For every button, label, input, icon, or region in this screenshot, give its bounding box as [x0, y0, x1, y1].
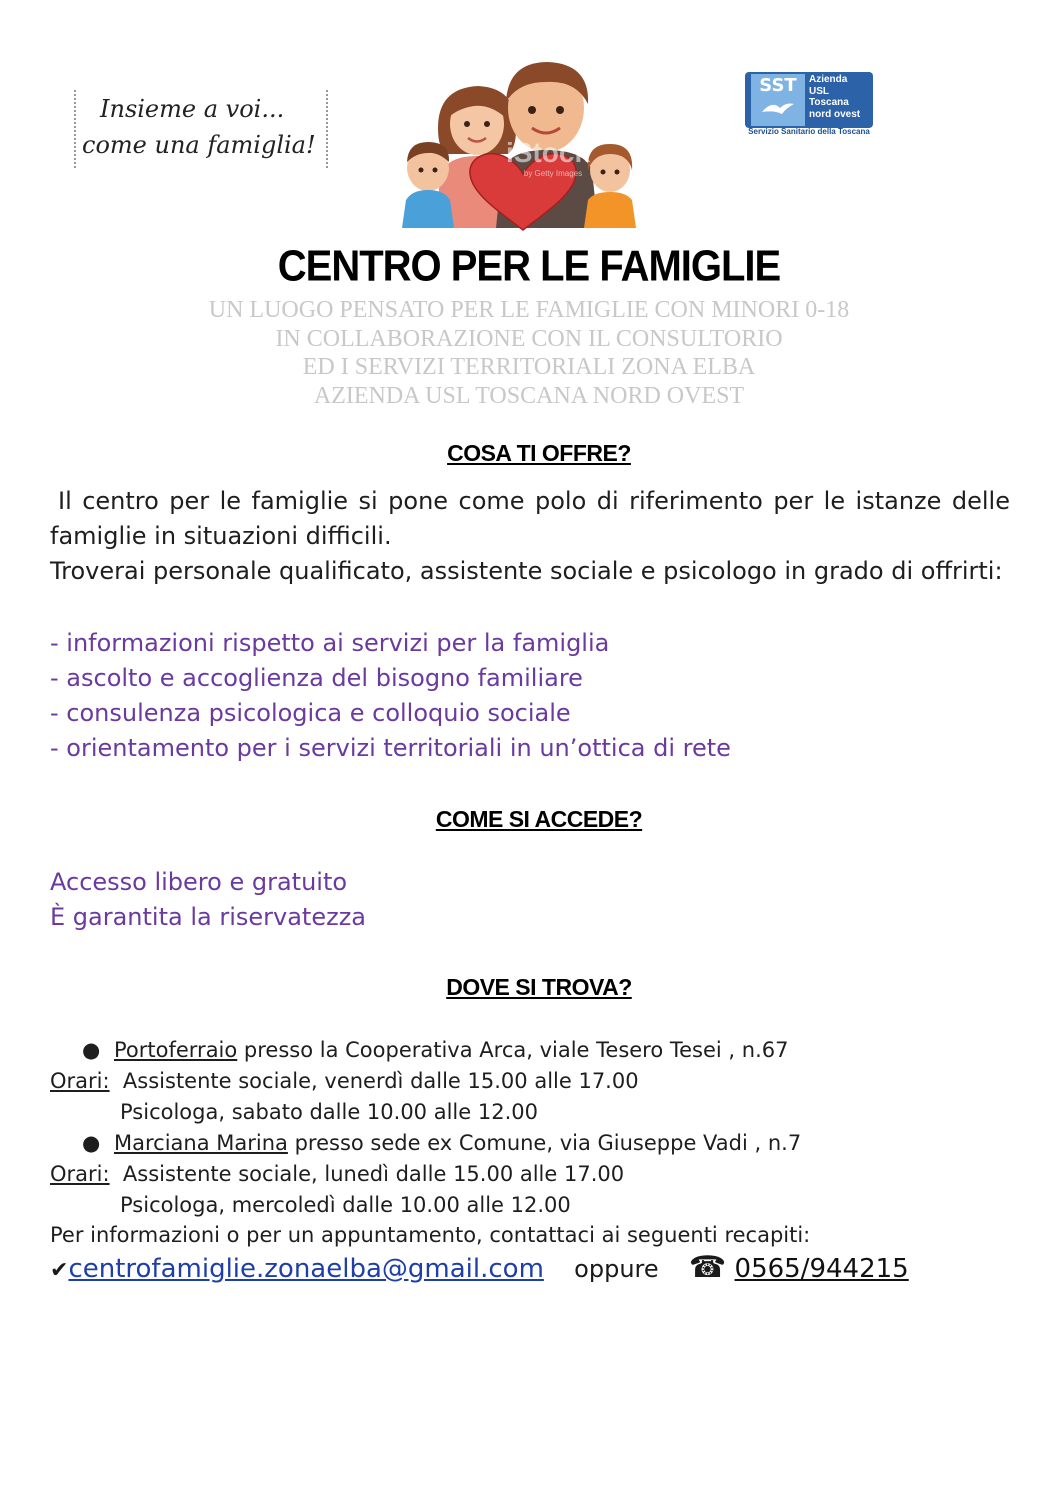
subtitle-line: ED I SERVIZI TERRITORIALI ZONA ELBA	[302, 354, 756, 380]
contact-line	[50, 1250, 1010, 1290]
subtitle-line: AZIENDA USL TOSCANA NORD OVEST	[313, 382, 745, 409]
bird-icon	[758, 98, 798, 118]
slogan-line-1: Insieme a voi...	[100, 95, 285, 123]
list-item: - consulenza psicologica e colloquio sociale	[50, 699, 571, 727]
hours-social: Assistente sociale, lunedì dalle 15.00 alle 17.00	[109, 1162, 625, 1186]
list-item: - orientamento per i servizi territoriali in un’ottica di rete	[50, 734, 731, 762]
hours-psych: Psicologa, sabato dalle 10.00 alle 12.00	[120, 1100, 538, 1124]
location-name: Portoferraio	[114, 1038, 238, 1062]
page-title: CENTRO PER LE FAMIGLIE	[277, 241, 781, 291]
usl-logo	[745, 72, 873, 138]
subtitle-block	[0, 296, 1058, 410]
offer-paragraph-1: Il centro per le famiglie si pone come polo di riferimento per le istanze delle famiglie in situazioni difficili.	[50, 487, 1010, 550]
hours-row	[50, 1159, 1010, 1190]
oppure-text: oppure	[574, 1255, 659, 1283]
logo-box	[745, 72, 873, 128]
hours-row	[50, 1190, 1010, 1221]
bullet-icon: ●	[82, 1131, 101, 1155]
phone-icon: ☎	[688, 1250, 727, 1285]
slogan-box	[74, 90, 328, 168]
logo-line-1: Azienda	[809, 74, 848, 85]
logo-sst	[751, 74, 805, 126]
location-row	[50, 1035, 1010, 1066]
offer-paragraph-2: Troverai personale qualificato, assistente sociale e psicologo in grado di offrirti:	[50, 557, 1003, 585]
access-line-2: È garantita la riservatezza	[50, 903, 367, 931]
phone-link[interactable]: 0565/944215	[734, 1254, 909, 1284]
logo-line-2: USL	[809, 85, 829, 97]
family-illustration	[398, 58, 648, 233]
list-item: - ascolto e accoglienza del bisogno familiare	[50, 664, 583, 692]
logo-text	[809, 74, 860, 120]
location-name: Marciana Marina	[114, 1131, 288, 1155]
hours-label: Orari:	[50, 1069, 110, 1093]
email-link[interactable]: centrofamiglie.zonaelba@gmail.com	[68, 1254, 544, 1284]
hours-row	[50, 1097, 1010, 1128]
contact-intro: Per informazioni o per un appuntamento, contattaci ai seguenti recapiti:	[50, 1223, 811, 1247]
hours-row	[50, 1066, 1010, 1097]
logo-line-4: nord ovest	[809, 108, 861, 120]
location-address: presso sede ex Comune, via Giuseppe Vadi , n.7	[287, 1131, 802, 1155]
watermark-sub: by Getty Images	[523, 169, 583, 178]
logo-line-3: Toscana	[809, 97, 849, 108]
hours-label: Orari:	[50, 1162, 110, 1186]
offer-heading: COSA TI OFFRE?	[447, 440, 631, 466]
logo-abbr: SST	[759, 75, 797, 96]
watermark: iStock	[505, 137, 591, 168]
logo-subtitle: Servizio Sanitario della Toscana	[748, 127, 870, 136]
locations-block	[50, 1035, 1010, 1221]
hours-social: Assistente sociale, venerdì dalle 15.00 alle 17.00	[109, 1069, 639, 1093]
subtitle-line: IN COLLABORAZIONE CON IL CONSULTORIO	[275, 325, 783, 352]
check-icon: ✔	[50, 1258, 69, 1283]
access-line-1: Accesso libero e gratuito	[50, 868, 348, 896]
location-address: presso la Cooperativa Arca, viale Tesero Tesei , n.67	[237, 1038, 789, 1062]
slogan-line-2: come una famiglia!	[82, 131, 316, 159]
offer-intro	[50, 484, 1010, 589]
access-heading: COME SI ACCEDE?	[435, 806, 643, 832]
subtitle-line: UN LUOGO PENSATO PER LE FAMIGLIE CON MINORI 0-18	[208, 297, 850, 323]
where-heading: DOVE SI TROVA?	[446, 974, 632, 1000]
access-block	[50, 865, 750, 935]
list-item: - informazioni rispetto ai servizi per la famiglia	[50, 629, 610, 657]
hours-psych: Psicologa, mercoledì dalle 10.00 alle 12.00	[120, 1193, 571, 1217]
location-row	[50, 1128, 1010, 1159]
offer-list	[50, 626, 1010, 766]
bullet-icon: ●	[82, 1038, 101, 1062]
